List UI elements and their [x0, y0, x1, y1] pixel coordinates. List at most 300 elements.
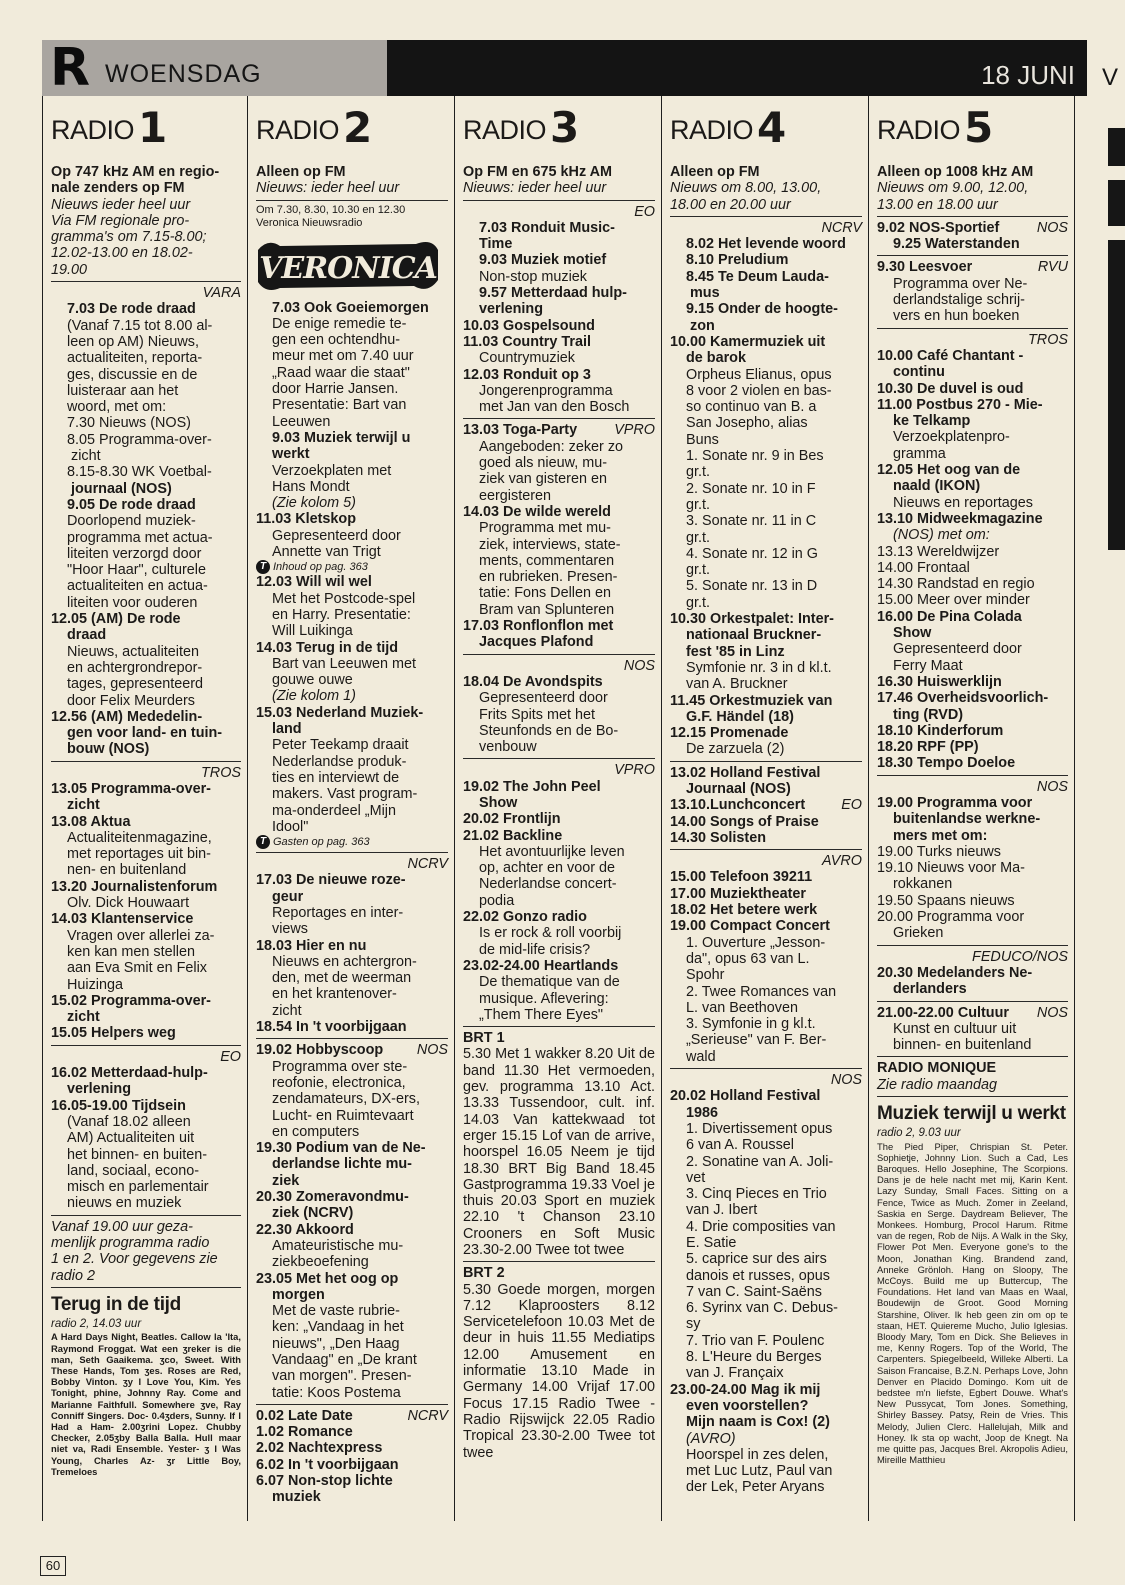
- program-line: werkt: [272, 446, 310, 463]
- program-line: der Lek, Peter Aryans: [686, 1479, 825, 1496]
- tv-guide-ref-icon: T: [256, 835, 270, 849]
- program-line: zicht: [272, 1002, 302, 1019]
- program-line: de barok: [686, 350, 746, 367]
- program-line: zon: [690, 317, 715, 334]
- program-line: gouwe ouwe: [272, 672, 353, 689]
- program-line: Symfonie nr. 3 in d kl.t.: [686, 659, 832, 676]
- box-subtitle: radio 2, 9.03 uur: [877, 1127, 961, 1140]
- program-line: TROS: [201, 764, 241, 781]
- program-line: Buns: [686, 431, 719, 448]
- program-line: nale zenders op FM: [51, 180, 185, 197]
- program-line: 5. Sonate nr. 13 in D: [686, 578, 818, 595]
- program-line: menlijk programma radio: [51, 1235, 210, 1251]
- program-line: 19.30 Podium van de Ne-: [256, 1140, 426, 1157]
- program-line: 18.20 RPF (PP): [877, 739, 979, 756]
- program-line: gr.t.: [686, 529, 710, 546]
- column-radio-1: [42, 96, 247, 1521]
- program-line: Hans Mondt: [272, 478, 350, 495]
- box-text: A Hard Days Night, Beatles. Callow la 'Ita, Raymond Froggat. Wat een ʒreker is die man, Seth Gaaikema. ʒco, Sweet. With These Hands, Tom ʒes. Roses are Red, Bobby Vinton. ʒy I Love You, Kim. Yes Tonight, phine, Johnny Ray. Come and Marianne Faithfull. Somewhere ʒve, Ray Conniff Singers. Doc- 0.4ʒders, Sunny. If I Had a Ham- 2.00ʒrini Lopez. Chubby Checker, 2.05ʒby Balla Balla. Hull maar niet va, Radi Ensemble. Yester- ʒ I Was Young, Charles Az- ʒr Little Boy, Tremeloes: [51, 1331, 241, 1477]
- edge-letter: V: [1102, 64, 1119, 91]
- program-line: 23.00-24.00 Mag ik mij: [670, 1381, 821, 1398]
- program-line: Vragen over allerlei za-: [67, 927, 215, 944]
- program-line: 1986: [686, 1104, 719, 1121]
- program-line: ke Telkamp: [893, 413, 971, 430]
- divider: [463, 1026, 655, 1027]
- program-line: 1. Divertissement opus: [686, 1120, 833, 1137]
- program-line: ziek: [272, 1172, 300, 1189]
- program-line: 13.10.Lunchconcert EO: [670, 797, 862, 814]
- station-word: RADIO: [463, 115, 547, 145]
- program-line: gen voor land- en tuin-: [67, 725, 223, 742]
- program-list: [670, 164, 862, 1496]
- divider: [877, 255, 1068, 256]
- program-line: nationaal Bruckner-: [686, 627, 822, 644]
- program-line: journaal (NOS): [71, 480, 172, 497]
- program-line: da", opus 63 van L.: [686, 950, 810, 967]
- divider: [670, 761, 862, 762]
- divider: [51, 1045, 241, 1046]
- program-line: 19.00 Turks nieuws: [877, 843, 1001, 860]
- program-line: Met het Postcode-spel: [272, 590, 416, 607]
- program-line: Nieuws ieder heel uur: [51, 196, 191, 213]
- program-line: 9.03 Muziek terwijl u: [272, 429, 411, 446]
- date-label: 18 JUNI: [981, 60, 1075, 90]
- program-line: 17.00 Muziektheater: [670, 885, 806, 902]
- program-line: tages, gepresenteerd: [67, 676, 204, 693]
- program-line: 18.30 Tempo Doeloe: [877, 755, 1016, 772]
- program-line: 22.02 Gonzo radio: [463, 909, 587, 926]
- program-line: programma met actua-: [67, 529, 213, 546]
- program-line: FEDUCO/NOS: [972, 948, 1068, 965]
- program-line: Verzoekplaten met: [272, 462, 392, 479]
- program-line: Actualiteitenmagazine,: [67, 829, 212, 846]
- program-line: misch en parlementair: [67, 1179, 209, 1196]
- program-line: Programma over ste-: [272, 1058, 408, 1075]
- program-line: Spohr: [686, 967, 725, 984]
- box-subtitle: radio 2, 14.03 uur: [51, 1317, 142, 1330]
- divider: [877, 1056, 1068, 1057]
- tv-guide-page: [42, 40, 1087, 1540]
- program-line: derlandse lichte mu-: [272, 1156, 412, 1173]
- program-line: 3. Cinq Pieces en Trio: [686, 1186, 827, 1203]
- program-line: 20.00 Programma voor: [877, 909, 1025, 926]
- section-letter: R: [50, 38, 91, 98]
- program-line: 15.03 Nederland Muziek-: [256, 704, 424, 721]
- program-line: 7.03 De rode draad: [67, 301, 196, 318]
- brt1-title: BRT 1: [463, 1030, 505, 1047]
- program-line: Nieuws om 8.00, 13.00,: [670, 180, 822, 197]
- program-line: Orpheus Elianus, opus: [686, 366, 832, 383]
- program-line: 15.00 Telefoon 39211: [670, 869, 813, 886]
- program-line: ments, commentaren: [479, 552, 615, 569]
- program-line: en rubrieken. Presen-: [479, 569, 618, 586]
- program-line: 6. Syrinx van C. Debus-: [686, 1300, 838, 1317]
- program-line: Leeuwen: [272, 413, 331, 430]
- program-line: 20.02 Frontlijn: [463, 811, 561, 828]
- station-word: RADIO: [256, 115, 340, 145]
- program-line: 9.30 Leesvoer RVU: [877, 259, 1068, 276]
- program-line: wald: [686, 1048, 716, 1065]
- program-line: meur met om 7.40 uur: [272, 348, 414, 365]
- program-line: 23.02-24.00 Heartlands: [463, 957, 619, 974]
- box-title: Terug in de tijd: [51, 1293, 181, 1315]
- divider: [670, 216, 862, 217]
- program-line: gramma: [893, 445, 946, 462]
- program-line: 9.57 Metterdaad hulp-: [479, 285, 627, 302]
- program-line: 11.00 Postbus 270 - Mie-: [877, 396, 1043, 413]
- program-line: 1 en 2. Voor gegevens zie: [51, 1251, 218, 1268]
- page-number: 60: [40, 1556, 66, 1576]
- program-line: Op FM en 675 kHz AM: [463, 164, 612, 180]
- program-line: 12.02-13.00 en 18.02-: [51, 245, 193, 262]
- program-line: eergisteren: [479, 487, 551, 504]
- program-line: NOS: [830, 1072, 862, 1089]
- program-line: 11.45 Orkestmuziek van: [670, 692, 833, 709]
- station-word: RADIO: [51, 115, 135, 145]
- program-line: Met de vaste rubrie-: [272, 1303, 400, 1320]
- program-line: ting (RVD): [893, 706, 964, 723]
- program-line: aan Eva Smit en Felix: [67, 960, 207, 977]
- program-line: 18.54 In 't voorbijgaan: [256, 1019, 407, 1036]
- divider: [256, 852, 448, 853]
- program-line: 8.45 Te Deum Lauda-: [686, 268, 829, 285]
- adjacent-page-edge: [1094, 40, 1125, 1540]
- program-line: T Inhoud op pag. 363: [256, 560, 448, 574]
- divider: [463, 654, 655, 655]
- program-line: 9.15 Onder de hoogte-: [686, 301, 838, 318]
- program-line: Vanaf 19.00 uur geza-: [51, 1218, 193, 1235]
- station-number: 4: [757, 103, 786, 152]
- program-line: 18.10 Kinderforum: [877, 722, 1004, 739]
- program-line: 7 van C. Saint-Saëns: [686, 1283, 822, 1300]
- program-line: gen een ochtendhu-: [272, 332, 401, 349]
- program-line: 19.10 Nieuws voor Ma-: [877, 860, 1025, 877]
- program-line: leen op AM) Nieuws,: [67, 333, 199, 350]
- edge-bar: [1108, 180, 1125, 226]
- program-line: 9.03 Muziek motief: [479, 252, 607, 269]
- program-line: T Gasten op pag. 363: [256, 835, 448, 849]
- program-line: en het krantenover-: [272, 986, 397, 1003]
- program-line: 14.30 Randstad en regio: [877, 576, 1035, 593]
- program-line: 18.03 Hier en nu: [256, 937, 367, 954]
- program-line: NOS: [1036, 778, 1068, 795]
- program-line: 9.25 Waterstanden: [893, 236, 1020, 253]
- program-line: 13.02 Holland Festival: [670, 764, 821, 781]
- program-line: Huizinga: [67, 976, 123, 993]
- program-line: verlening: [479, 301, 543, 318]
- program-line: Jongerenprogramma: [479, 382, 613, 399]
- program-line: 13.03 Toga-Party VPRO: [463, 422, 655, 439]
- program-line: 12.03 Ronduit op 3: [463, 366, 591, 383]
- program-line: ziek, interviews, state-: [479, 536, 621, 553]
- program-line: Countrymuziek: [479, 350, 575, 367]
- program-line: en computers: [272, 1123, 360, 1140]
- program-line: Het avontuurlijke leven: [479, 843, 625, 860]
- program-line: 12.15 Promenade: [670, 725, 789, 742]
- program-line: Doorlopend muziek-: [67, 513, 196, 530]
- brt2-title: BRT 2: [463, 1265, 505, 1282]
- divider: [877, 328, 1068, 329]
- program-line: podia: [479, 892, 515, 909]
- program-line: Bram van Splunteren: [479, 601, 615, 618]
- program-line: 9.02 NOS-Sportief NOS: [877, 219, 1068, 236]
- program-line: den, met de weerman: [272, 970, 412, 987]
- program-line: rokkanen: [893, 876, 953, 893]
- program-line: zicht: [67, 1009, 100, 1026]
- program-line: Hoorspel in zes delen,: [686, 1446, 829, 1463]
- station-number: 3: [550, 103, 579, 152]
- program-line: nieuws en muziek: [67, 1195, 182, 1212]
- program-line: so continuo van B. a: [686, 399, 817, 416]
- program-line: Peter Teekamp draait: [272, 737, 409, 754]
- program-line: VPRO: [614, 762, 655, 779]
- program-line: 10.00 Kamermuziek uit: [670, 333, 826, 350]
- program-line: Show: [893, 625, 932, 642]
- program-line: en Harry. Presentatie:: [272, 606, 411, 623]
- divider: [877, 1096, 1068, 1097]
- program-line: 1. Ouverture „Jesson-: [686, 934, 826, 951]
- edge-bar: [1108, 240, 1125, 550]
- program-line: "Hoor Haar", culturele: [67, 562, 206, 579]
- program-line: 14.03 Klantenservice: [51, 911, 194, 928]
- program-line: 3. Sonate nr. 11 in C: [686, 513, 817, 530]
- program-line: 12.03 Will wil wel: [256, 574, 372, 591]
- column-radio-3: [454, 96, 661, 1521]
- program-line: actualiteiten, reporta-: [67, 350, 203, 367]
- program-line: San Josepho, alias: [686, 415, 808, 432]
- program-line: Amateuristische mu-: [272, 1237, 404, 1254]
- program-line: goed als nieuw, mu-: [479, 455, 607, 472]
- program-line: 12.05 (AM) De rode: [51, 611, 181, 628]
- station-number: 2: [343, 103, 372, 152]
- day-label: WOENSDAG: [105, 60, 262, 88]
- program-line: 18.04 De Avondspits: [463, 673, 603, 690]
- box-text: The Pied Piper, Chrispian St. Peter. Sophietje, Johnny Lion. Such a Cad, Les Baroques. Hello Josephine, The Scorpions. Dans je de hele nacht met mij, Karin Kent. Lazy Sunday, Small Faces. Sitting on a Fence, Twice as Much. Zomer in Zeeland, Saskia en Serge. Daydream Believer, The Monkees. Homburg, Procol Harum. Ritme van de regen, Rob de Nijs. A Walk in the Sky, Flower Pot Men. Everyone gone's to the Moon, Jonathan King. Brandend zand, Anneke Grönloh. Hang on Sloopy, The McCoys. Build me up Buttercup, The Foundations. Het land van Maas en Waal, Boudewijn de Groot. Good Morning Starshine, Oliver. Ik heb geen zin om op te staan, HET. Quiereme Mucho, Julio Iglesias. Bloody Mary, Tom en Dick. She Believes in me, Kenny Rogers. Top of the World, The Carpenters. Spiegelbeeld, Willeke Alberti. La Saison Francaise, B.Z.N. Perhaps Love, John Denver en Placido Domingo. Kom uit de bedstee m'n liefste, Egbert Douwe. What's New Pussycat, Tom Jones. Something, Shirley Bassey. Patsy, Rein de Vries. This Melody, Julien Clerc. Hallelujah, Milk and Honey. Ik sta op wacht, Joop de Knegt. Na me quitte pas, Jacques Brel. Akropolis Adieu, Mireille Matthieu: [877, 1140, 1068, 1466]
- program-line: 17.03 De nieuwe roze-: [256, 872, 406, 889]
- program-line: 19.02 The John Peel: [463, 778, 601, 795]
- divider: [51, 761, 241, 762]
- program-line: ziek van gisteren en: [479, 471, 607, 488]
- program-line: Alleen op FM: [256, 164, 346, 180]
- program-line: Nederlandse concert-: [479, 876, 617, 893]
- program-line: 3. Symfonie in g kl.t.: [686, 1016, 816, 1033]
- program-line: Annette van Trigt: [272, 544, 381, 561]
- program-list: [51, 164, 241, 1288]
- program-line: Jacques Plafond: [479, 634, 594, 651]
- program-line: morgen: [272, 1286, 325, 1303]
- program-line: Bart van Leeuwen met: [272, 655, 416, 672]
- program-list: [877, 164, 1068, 1097]
- program-line: Zie radio maandag: [877, 1076, 997, 1093]
- program-line: 2.02 Nachtexpress: [256, 1440, 383, 1457]
- program-line: nen- en buitenland: [67, 862, 187, 879]
- program-line: 8.10 Preludium: [686, 252, 789, 269]
- program-line: vers en hun boeken: [893, 308, 1020, 325]
- program-line: van J. Ibert: [686, 1202, 758, 1219]
- divider: [256, 1038, 448, 1039]
- program-line: 20.30 Medelanders Ne-: [877, 964, 1033, 981]
- program-line: Will Luikinga: [272, 623, 353, 640]
- program-line: derlandstalige schrij-: [893, 292, 1025, 309]
- station-title: [877, 103, 1068, 152]
- program-line: (Vanaf 18.02 alleen: [67, 1113, 191, 1130]
- program-line: L. van Beethoven: [686, 999, 799, 1016]
- program-line: RADIO MONIQUE: [877, 1060, 997, 1077]
- program-line: binnen- en buitenland: [893, 1037, 1032, 1054]
- program-line: gr.t.: [686, 562, 710, 579]
- brt1-text: 5.30 Met 1 wakker 8.20 Uit de band 11.30 Het vermoeden, gev. programma 13.10 Act. 13.33 Tussendoor, cult. inf. 14.03 Van kattekwaad tot erger 15.15 Lof van de arrive, hoorspel 16.05 Neem je tijd 18.30 BRT Big Band 18.45 Gastprogramma 19.33 Voel je thuis 20.03 Sport en muziek 22.10 't Chanson 23.10 Crooners en Soft Music 23.30-2.00 Twee tot twee: [463, 1046, 655, 1258]
- column-radio-2: [247, 96, 454, 1521]
- program-line: 12.05 Het oog van de: [877, 462, 1021, 479]
- divider: [877, 945, 1068, 946]
- program-line: (Zie kolom 5): [272, 495, 356, 512]
- program-line: tatie: Fons Dellen en: [479, 585, 611, 602]
- program-line: 13.08 Aktua: [51, 813, 131, 830]
- program-line: Olv. Dick Houwaart: [67, 895, 190, 912]
- program-line: 11.03 Kletskop: [256, 511, 356, 528]
- program-line: 14.00 Frontaal: [877, 559, 970, 576]
- program-line: 10.03 Gospelsound: [463, 317, 595, 334]
- tv-guide-ref-icon: T: [256, 560, 270, 574]
- program-line: 1. Sonate nr. 9 in Bes: [686, 448, 824, 465]
- divider: [463, 418, 655, 419]
- program-line: (NOS) met om:: [893, 527, 990, 544]
- program-line: „Raad waar die staat": [272, 364, 410, 381]
- program-line: 7.30 Nieuws (NOS): [67, 415, 191, 432]
- divider: [51, 1287, 241, 1288]
- program-line: Nieuws: ieder heel uur: [256, 180, 400, 197]
- program-line: 19.00: [51, 261, 88, 278]
- program-line: 6.07 Non-stop lichte: [256, 1473, 393, 1490]
- program-line: liteiten voor ouderen: [67, 594, 198, 611]
- program-line: 16.02 Metterdaad-hulp-: [51, 1065, 208, 1082]
- station-number: 5: [964, 103, 993, 152]
- program-line: 11.03 Country Trail: [463, 333, 591, 350]
- program-line: (Vanaf 7.15 tot 8.00 al-: [67, 317, 213, 334]
- program-line: zicht: [67, 797, 100, 814]
- program-line: Veronica Nieuwsradio: [256, 216, 363, 229]
- program-line: gramma's om 7.15-8.00;: [51, 229, 207, 246]
- program-line: De thematique van de: [479, 974, 620, 991]
- program-line: Mijn naam is Cox! (2): [686, 1414, 830, 1431]
- program-line: VARA: [202, 285, 241, 302]
- program-line: 13.13 Wereldwijzer: [877, 543, 1000, 560]
- program-line: 5. caprice sur des airs: [686, 1251, 827, 1268]
- station-title: [256, 103, 448, 152]
- program-line: radio 2: [51, 1267, 96, 1284]
- program-line: NCRV: [821, 219, 862, 236]
- program-line: 16.00 De Pina Colada: [877, 608, 1022, 625]
- program-line: 13.00 en 18.00 uur: [877, 196, 998, 213]
- program-line: Programma met mu-: [479, 520, 611, 537]
- program-line: (AVRO): [686, 1430, 736, 1447]
- program-line: land, sociaal, econo-: [67, 1162, 199, 1179]
- box-title: Muziek terwijl u werkt: [877, 1103, 1066, 1125]
- program-line: 13.05 Programma-over-: [51, 780, 211, 797]
- program-line: 19.00 Compact Concert: [670, 918, 830, 935]
- program-line: Gepresenteerd door: [272, 527, 401, 544]
- program-line: nieuws", „Den Haag: [272, 1335, 400, 1352]
- program-line: De zarzuela (2): [686, 741, 785, 758]
- program-line: het binnen- en buiten-: [67, 1146, 208, 1163]
- station-title: [51, 103, 241, 152]
- program-line: Alleen op 1008 kHz AM: [877, 164, 1034, 180]
- program-line: luisteraar aan het: [67, 382, 179, 399]
- program-line: gr.t.: [686, 594, 710, 611]
- column-radio-4: [661, 96, 868, 1521]
- program-line: 9.05 De rode draad: [67, 496, 196, 513]
- program-line: op, achter en voor de: [479, 860, 616, 877]
- program-line: 19.02 Hobbyscoop NOS: [256, 1042, 448, 1059]
- program-line: mus: [690, 285, 720, 302]
- program-line: Nieuws om 9.00, 12.00,: [877, 180, 1029, 197]
- program-line: van J. Françaix: [686, 1365, 784, 1382]
- program-line: Journaal (NOS): [686, 780, 791, 797]
- program-line: draad: [67, 627, 107, 644]
- brt2-text: 5.30 Goede morgen, morgen 7.12 Klaproosters 8.12 Servicetelefoon 10.03 Met de deur in huis 11.55 Mediatips 12.00 Amusement en informatie 13.10 Made in Germany 14.00 Vrijaf 17.00 Focus 17.15 Radio Twee - Radio Rijswijck 22.05 Radio Tropical 23.30-2.00 Twee tot twee: [463, 1281, 655, 1461]
- program-line: ziekbeoefening: [272, 1254, 369, 1271]
- divider: [256, 200, 448, 201]
- program-line: 8.05 Programma-over-: [67, 431, 212, 448]
- program-line: EO: [634, 203, 655, 220]
- program-line: 15.00 Meer over minder: [877, 592, 1030, 609]
- program-line: (Zie kolom 1): [272, 688, 356, 705]
- program-line: liteiten verzorgd door: [67, 545, 202, 562]
- program-line: Nieuws en achtergron-: [272, 953, 417, 970]
- program-line: mers met om:: [893, 827, 988, 844]
- program-line: muziek: [272, 1489, 321, 1506]
- program-line: 8.02 Het levende woord: [686, 236, 846, 253]
- program-line: 7.03 Ook Goeiemorgen: [272, 299, 429, 316]
- program-line: „Them There Eyes": [479, 1006, 604, 1023]
- program-line: reofonie, electronica,: [272, 1074, 406, 1091]
- program-line: van A. Bruckner: [686, 676, 788, 693]
- divider: [670, 849, 862, 850]
- program-line: Nieuws: ieder heel uur: [463, 180, 607, 197]
- program-line: Grieken: [893, 925, 944, 942]
- program-line: derlanders: [893, 981, 967, 998]
- program-line: Idool": [272, 818, 309, 835]
- program-line: Steunfonds en de Bo-: [479, 722, 619, 739]
- program-line: 16.30 Huiswerklijn: [877, 673, 1002, 690]
- program-line: Frits Spits met het: [479, 706, 595, 723]
- program-line: Non-stop muziek: [479, 268, 587, 285]
- program-line: ken kan men stellen: [67, 943, 195, 960]
- divider: [51, 281, 241, 282]
- program-line: 7. Trio van F. Poulenc: [686, 1332, 825, 1349]
- program-line: ken: „Vandaag in het: [272, 1319, 404, 1336]
- divider: [877, 216, 1068, 217]
- program-line: Gepresenteerd door: [893, 641, 1022, 658]
- program-line: verlening: [67, 1081, 131, 1098]
- program-line: 21.00-22.00 Cultuur NOS: [877, 1004, 1068, 1021]
- header-day-block: [42, 40, 387, 96]
- program-line: continu: [893, 364, 945, 381]
- program-line: 4. Sonate nr. 12 in G: [686, 545, 819, 562]
- program-line: NCRV: [407, 856, 448, 873]
- program-line: met Luc Lutz, Paul van: [686, 1463, 833, 1480]
- program-line: ges, discussie en de: [67, 366, 198, 383]
- program-line: fest '85 in Linz: [686, 643, 785, 660]
- divider: [670, 1068, 862, 1069]
- program-line: Verzoekplatenpro-: [893, 429, 1010, 446]
- program-line: danois et russes, opus: [686, 1267, 830, 1284]
- program-line: ties en interviewt de: [272, 769, 400, 786]
- program-line: 2. Sonatine van A. Joli-: [686, 1153, 834, 1170]
- program-line: EO: [220, 1048, 241, 1065]
- program-line: vet: [686, 1169, 706, 1186]
- program-line: ma-onderdeel „Mijn: [272, 802, 396, 819]
